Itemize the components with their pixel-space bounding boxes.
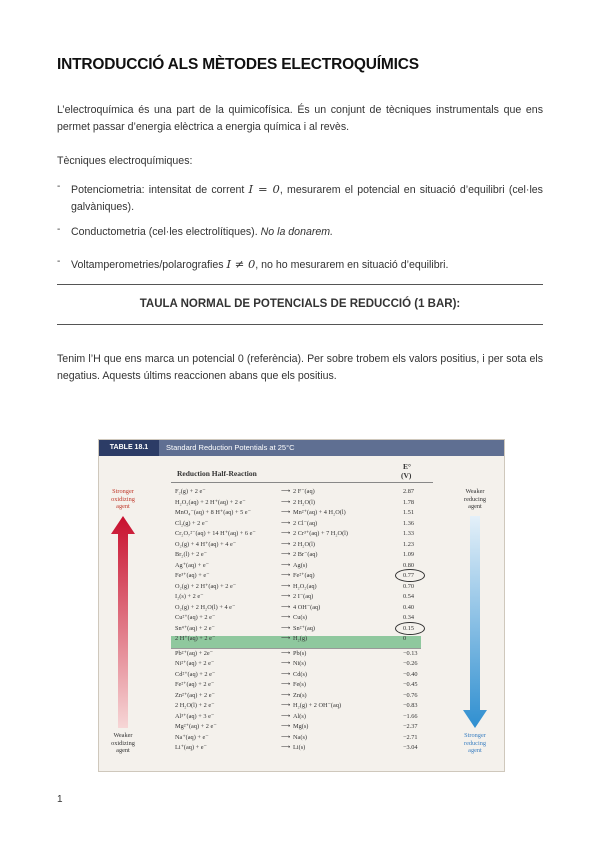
reaction-products: Na(s) <box>293 733 307 741</box>
reaction-reactants: O₂(g) + 2 H₂O(l) + 4 e⁻ <box>175 603 236 611</box>
reaction-reactants: F₂(g) + 2 e⁻ <box>175 488 206 495</box>
standard-potential-value: −0.76 <box>403 691 418 699</box>
standard-potential-value: −0.26 <box>403 660 418 667</box>
bullet-voltamperometries <box>57 256 543 274</box>
bullet-text: , mesurarem el potencial en situació d’equilibri (cel·les galvàniques). <box>71 184 543 213</box>
reaction-products: 2 Cr³⁺(aq) + 7 H₂O(l) <box>293 530 349 537</box>
reaction-arrow: ⟶ <box>281 702 291 709</box>
reaction-arrow: ⟶ <box>281 635 291 642</box>
table-row <box>175 691 435 701</box>
table-row <box>175 582 435 592</box>
standard-potential-value: −0.40 <box>403 670 418 678</box>
reaction-reactants: 2 H⁺(aq) + 2 e⁻ <box>175 635 216 642</box>
table-row <box>175 487 435 497</box>
table-row <box>175 743 435 753</box>
intro-paragraph: L’electroquímica és una part de la quimicofísica. És un conjunt de tècniques instrumentals que ens permet passar d’energia elèctrica a energia química i al revès. <box>57 104 543 133</box>
reaction-arrow: ⟶ <box>281 670 291 678</box>
math-expression: I ≠ 0 <box>226 257 256 271</box>
label-line: agent <box>468 747 482 754</box>
reaction-arrow: ⟶ <box>281 712 291 720</box>
table-row <box>175 613 435 623</box>
table-number: TABLE 18.1 <box>99 440 159 456</box>
reaction-products: Zn(s) <box>293 691 307 699</box>
page-number: 1 <box>57 794 63 805</box>
reaction-products: Cu(s) <box>293 614 307 621</box>
bullet-text: Voltamperometries/polarografies <box>71 259 224 271</box>
label-weaker-reducing <box>451 488 499 511</box>
section-subheading: TAULA NORMAL DE POTENCIALS DE REDUCCIÓ (1 BAR): <box>139 298 461 310</box>
reaction-reactants: Cu²⁺(aq) + 2 e⁻ <box>175 614 216 621</box>
reaction-arrow: ⟶ <box>281 723 291 730</box>
standard-potential-value: 0.77 <box>403 572 415 579</box>
standard-potential-value: 0 <box>403 635 407 642</box>
column-header-unit: (V) <box>401 471 412 480</box>
reaction-products: 2 F⁻(aq) <box>293 488 315 495</box>
reaction-arrow: ⟶ <box>281 649 291 657</box>
reaction-reactants: Li⁺(aq) + e⁻ <box>175 744 207 751</box>
reaction-reactants: Pb²⁺(aq) + 2e⁻ <box>175 649 213 657</box>
table-row <box>175 529 435 539</box>
page-title: INTRODUCCIÓ ALS MÈTODES ELECTROQUÍMICS <box>57 56 419 73</box>
bullet-italic-note: No la donarem. <box>260 226 334 238</box>
reaction-reactants: MnO₄⁻(aq) + 8 H⁺(aq) + 5 e⁻ <box>175 509 251 516</box>
table-row <box>175 722 435 732</box>
standard-potential-value: −3.04 <box>403 744 418 751</box>
reaction-products: Mn²⁺(aq) + 4 H₂O(l) <box>293 509 346 516</box>
bullet-text: , no ho mesurarem en situació d’equilibri. <box>255 259 449 271</box>
label-line: oxidizing <box>111 739 135 747</box>
reaction-reactants: I₂(s) + 2 e⁻ <box>175 593 204 600</box>
red-up-arrow-icon <box>111 516 135 728</box>
label-line: Stronger <box>112 488 134 495</box>
standard-potential-value: 0.34 <box>403 614 415 621</box>
label-line: reducing <box>463 495 487 503</box>
reaction-arrow: ⟶ <box>281 572 291 579</box>
reaction-arrow: ⟶ <box>281 691 291 699</box>
reaction-reactants: Cl₂(g) + 2 e⁻ <box>175 519 209 527</box>
table-row <box>175 659 435 669</box>
reaction-reactants: Mg²⁺(aq) + 2 e⁻ <box>175 723 217 730</box>
reaction-products: H₂(g) + 2 OH⁻(aq) <box>293 702 342 709</box>
reaction-arrow: ⟶ <box>281 603 291 611</box>
divider-top <box>57 284 543 285</box>
reaction-arrow: ⟶ <box>281 660 291 667</box>
reaction-reactants: 2 H₂O(l) + 2 e⁻ <box>175 702 215 709</box>
standard-potential-value: 0.70 <box>403 582 415 590</box>
reaction-arrow: ⟶ <box>281 551 291 558</box>
table-row <box>175 540 435 550</box>
reaction-arrow: ⟶ <box>281 561 291 569</box>
reaction-reactants: Zn²⁺(aq) + 2 e⁻ <box>175 691 215 699</box>
table-caption: Standard Reduction Potentials at 25°C <box>166 443 295 452</box>
reaction-reactants: Sn⁴⁺(aq) + 2 e⁻ <box>175 624 215 632</box>
reaction-products: 2 H₂O(l) <box>293 498 315 506</box>
reaction-arrow: ⟶ <box>281 624 291 632</box>
reaction-products: 2 I⁻(aq) <box>293 593 314 600</box>
reaction-reactants: Br₂(l) + 2 e⁻ <box>175 551 207 558</box>
label-line: Stronger <box>464 732 486 739</box>
reaction-arrow: ⟶ <box>281 540 291 548</box>
column-header-potential: E° <box>403 462 412 471</box>
standard-potential-value: 1.23 <box>403 540 415 548</box>
reaction-products: Pb(s) <box>293 649 307 657</box>
table-row <box>175 498 435 508</box>
circle-mark <box>395 622 425 635</box>
reference-rule <box>171 648 421 649</box>
standard-potential-value: −1.66 <box>403 712 418 720</box>
label-line: Weaker <box>465 488 485 495</box>
table-row <box>175 680 435 690</box>
reaction-reactants: Fe³⁺(aq) + e⁻ <box>175 572 210 579</box>
reaction-arrow: ⟶ <box>281 614 291 621</box>
column-header-reaction: Reduction Half-Reaction <box>177 469 257 478</box>
reaction-products: 4 OH⁻(aq) <box>293 603 321 611</box>
standard-potential-value: −0.45 <box>403 681 418 688</box>
table-header-bar <box>99 440 504 456</box>
label-weaker-oxidizing <box>103 732 143 755</box>
reaction-arrow: ⟶ <box>281 530 291 537</box>
column-header-rule <box>171 482 433 483</box>
reaction-reactants: O₂(g) + 2 H⁺(aq) + 2 e⁻ <box>175 582 237 590</box>
reaction-products: H₂O₂(aq) <box>293 582 317 590</box>
reaction-products: Li(s) <box>293 744 306 751</box>
reaction-reactants: H₂O₂(aq) + 2 H⁺(aq) + 2 e⁻ <box>175 498 246 506</box>
reaction-arrow: ⟶ <box>281 509 291 516</box>
label-line: Weaker <box>113 732 133 739</box>
divider-bottom <box>57 324 543 325</box>
table-row <box>175 550 435 560</box>
bullet-text: Potenciometria: intensitat de corrent <box>71 184 245 196</box>
label-line: agent <box>468 503 482 510</box>
reduction-potentials-table-figure <box>98 439 505 772</box>
reaction-arrow: ⟶ <box>281 488 291 495</box>
reference-paragraph: Tenim l’H que ens marca un potencial 0 (referència). Per sobre trobem els valors positius, i per sota els negatius. Aquests últims reaccionen abans que els positius. <box>57 353 543 382</box>
standard-potential-value: 0.15 <box>403 624 415 632</box>
reaction-arrow: ⟶ <box>281 593 291 600</box>
reaction-products: Cd(s) <box>293 670 307 678</box>
standard-potential-value: −2.71 <box>403 733 418 741</box>
reaction-products: Ni(s) <box>293 660 306 667</box>
label-stronger-oxidizing <box>103 488 143 511</box>
reaction-reactants: Fe²⁺(aq) + 2 e⁻ <box>175 681 215 688</box>
standard-potential-value: 1.78 <box>403 498 415 506</box>
reaction-arrow: ⟶ <box>281 582 291 590</box>
label-stronger-reducing <box>451 732 499 755</box>
reaction-products: 2 Br⁻(aq) <box>293 551 318 558</box>
table-row <box>175 634 435 644</box>
table-row <box>175 701 435 711</box>
table-row <box>175 519 435 529</box>
table-row <box>175 508 435 518</box>
standard-potential-value: 0.80 <box>403 561 415 569</box>
reaction-reactants: Cd²⁺(aq) + 2 e⁻ <box>175 670 216 678</box>
standard-potential-value: −0.13 <box>403 649 418 657</box>
techniques-label: Tècniques electroquímiques: <box>57 155 193 167</box>
reaction-products: 2 H₂O(l) <box>293 540 315 548</box>
reaction-arrow: ⟶ <box>281 733 291 741</box>
table-row <box>175 649 435 659</box>
reaction-reactants: Al³⁺(aq) + 3 e⁻ <box>175 712 215 720</box>
reaction-arrow: ⟶ <box>281 681 291 688</box>
label-line: oxidizing <box>111 495 135 503</box>
bullet-potenciometria <box>57 181 543 216</box>
reaction-products: Fe²⁺(aq) <box>293 572 315 579</box>
label-line: agent <box>116 503 130 510</box>
bullet-dash: - <box>57 224 61 235</box>
circle-mark <box>395 569 425 582</box>
table-row <box>175 712 435 722</box>
label-line: agent <box>116 747 130 754</box>
bullet-text: Conductometria (cel·les electrolítiques). <box>71 226 258 238</box>
standard-potential-value: 0.40 <box>403 603 415 611</box>
reaction-reactants: Cr₂O₇²⁻(aq) + 14 H⁺(aq) + 6 e⁻ <box>175 530 256 537</box>
blue-down-arrow-icon <box>463 516 487 728</box>
reaction-products: 2 Cl⁻(aq) <box>293 519 318 527</box>
reaction-reactants: O₂(g) + 4 H⁺(aq) + 4 e⁻ <box>175 540 237 548</box>
reaction-products: Fe(s) <box>293 681 306 688</box>
standard-potential-value: 1.09 <box>403 551 415 558</box>
reaction-arrow: ⟶ <box>281 519 291 527</box>
table-row <box>175 603 435 613</box>
reaction-reactants: Na⁺(aq) + e⁻ <box>175 733 209 741</box>
reaction-arrow: ⟶ <box>281 498 291 506</box>
standard-potential-value: −2.37 <box>403 723 418 730</box>
bullet-conductometria <box>57 224 543 241</box>
standard-potential-value: 1.33 <box>403 530 415 537</box>
table-row <box>175 733 435 743</box>
reaction-products: Al(s) <box>293 712 306 720</box>
reaction-reactants: Ni²⁺(aq) + 2 e⁻ <box>175 660 215 667</box>
standard-potential-value: 0.54 <box>403 593 415 600</box>
reaction-products: Mg(s) <box>293 723 309 730</box>
reaction-arrow: ⟶ <box>281 744 291 751</box>
standard-potential-value: 1.36 <box>403 519 415 527</box>
table-row <box>175 670 435 680</box>
standard-potential-value: 2.87 <box>403 488 415 495</box>
table-row <box>175 592 435 602</box>
bullet-dash: - <box>57 181 61 192</box>
math-expression: I = 0 <box>248 182 280 196</box>
reaction-products: H₂(g) <box>293 635 308 642</box>
standard-potential-value: 1.51 <box>403 509 415 516</box>
label-line: reducing <box>463 739 487 747</box>
reaction-products: Ag(s) <box>293 561 308 569</box>
bullet-dash: - <box>57 256 61 267</box>
standard-potential-value: −0.83 <box>403 702 418 709</box>
table-row <box>175 561 435 571</box>
reaction-reactants: Ag⁺(aq) + e⁻ <box>175 561 209 569</box>
reaction-products: Sn²⁺(aq) <box>293 624 315 632</box>
